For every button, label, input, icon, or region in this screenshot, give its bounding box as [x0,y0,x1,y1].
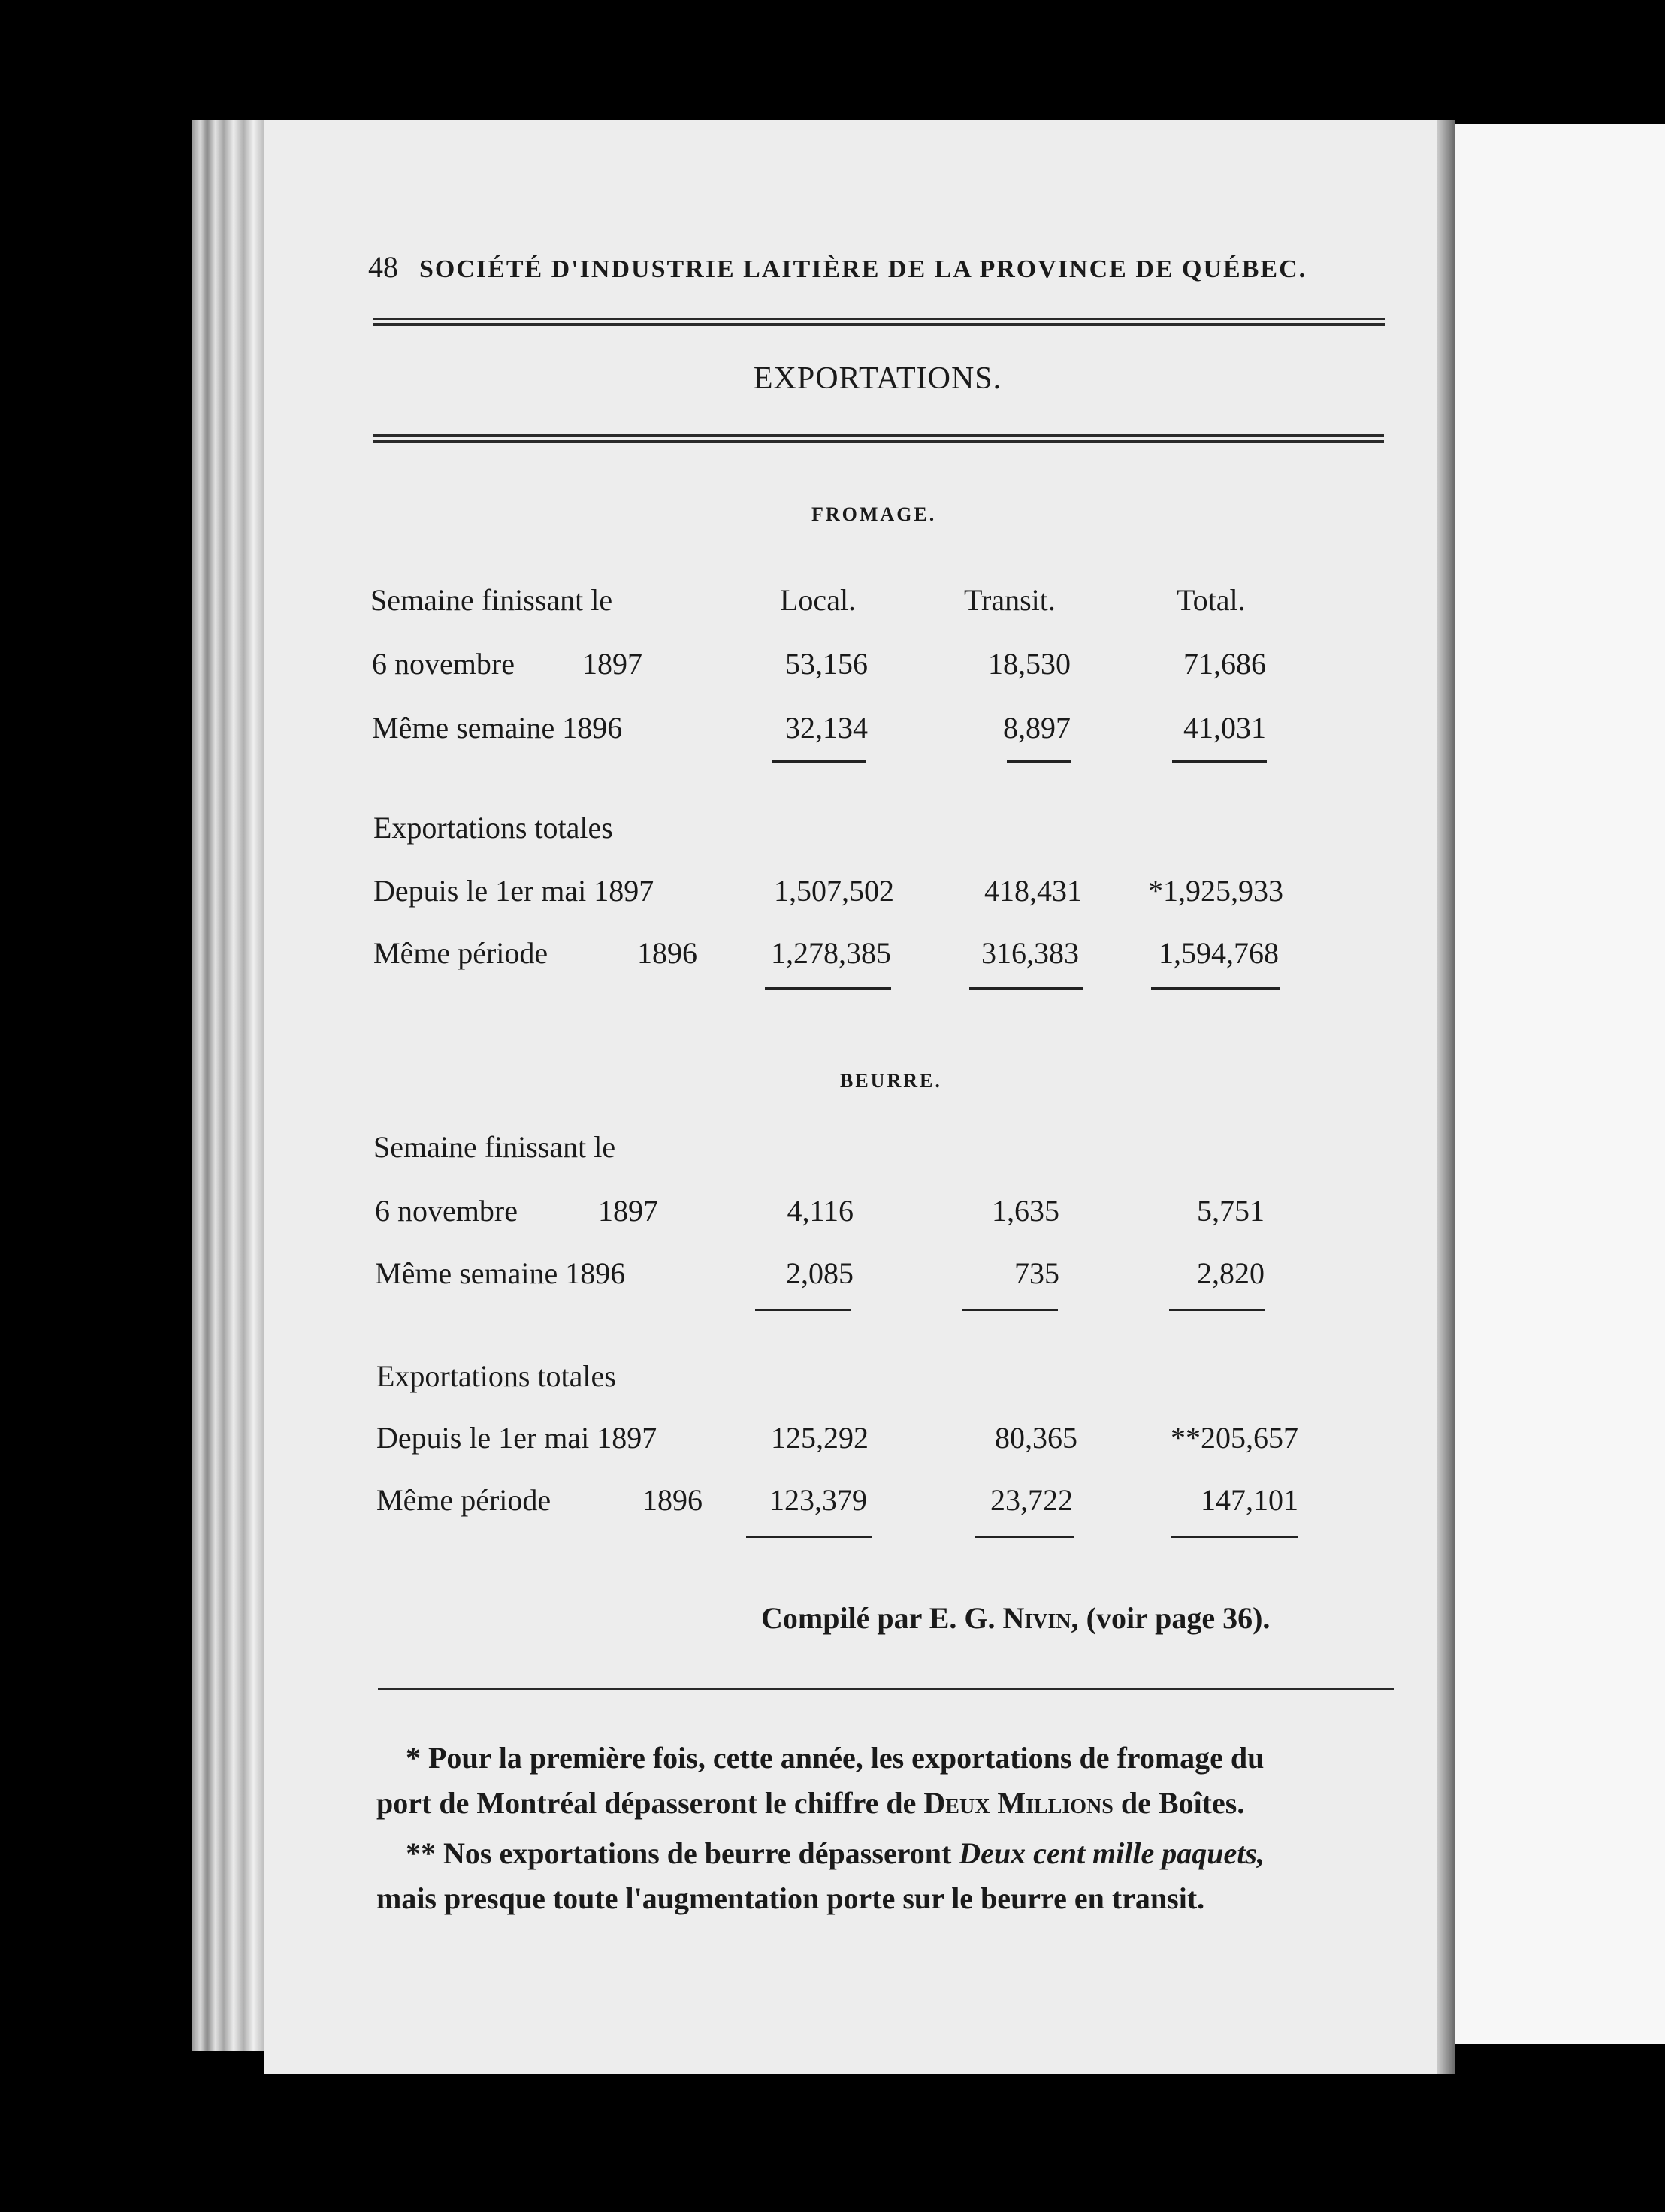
footnote-two-line2: mais presque toute l'augmentation porte sur le beurre en transit. [376,1881,1205,1915]
cell-local: 2,085 [786,1256,854,1290]
cell-transit: 1,635 [992,1194,1059,1228]
page-stack-edges [192,120,275,2051]
cell-total: *1,925,933 [1148,874,1283,908]
cell-total: 5,751 [1197,1194,1265,1228]
cell-transit: 8,897 [1003,711,1071,745]
cell-local: 125,292 [771,1421,869,1455]
cell-transit: 735 [1014,1256,1059,1290]
cell-transit: 418,431 [984,874,1082,908]
footnote-one-line1: * Pour la première fois, cette année, les exportations de fromage du [406,1741,1265,1775]
fromage-totals-label: Exportations totales [373,811,613,845]
sum-underline [975,1536,1074,1538]
sum-underline [765,987,891,990]
sum-underline [1007,760,1071,763]
row-label: Depuis le 1er mai 1897 [373,874,654,908]
row-year: 1897 [582,647,642,681]
sum-underline [772,760,866,763]
column-header-total: Total. [1177,583,1246,617]
sum-underline [962,1309,1058,1311]
cell-local: 4,116 [787,1194,854,1228]
row-year: 1896 [637,936,697,970]
cell-total: 147,101 [1201,1483,1298,1517]
fromage-heading: FROMAGE. [811,503,937,525]
cell-local: 53,156 [785,647,868,681]
sum-underline [746,1536,872,1538]
row-label: Même période [376,1483,551,1517]
cell-local: 32,134 [785,711,868,745]
cell-total: **205,657 [1171,1421,1298,1455]
sum-underline [1169,1309,1265,1311]
page-gutter-shadow [1437,120,1455,2074]
cell-transit: 23,722 [990,1483,1073,1517]
facing-page [1455,124,1665,2044]
row-year: 1897 [598,1194,658,1228]
row-label: 6 novembre [375,1194,518,1228]
cell-total: 71,686 [1183,647,1266,681]
beurre-heading: BEURRE. [840,1070,942,1092]
beurre-week-label: Semaine finissant le [373,1130,616,1164]
page-number: 48 [368,250,398,284]
sum-underline [1171,1536,1298,1538]
row-year: 1896 [642,1483,703,1517]
compiled-credit: Compilé par E. G. Nivin, (voir page 36). [761,1601,1271,1635]
title-rule-top [373,434,1384,437]
page-title: EXPORTATIONS. [753,361,1002,396]
cell-local: 1,507,502 [774,874,894,908]
fromage-week-label: Semaine finissant le [370,583,613,617]
footnote-rule [378,1688,1394,1690]
footnote-one-line2: port de Montréal dépasseront le chiffre de Deux Millions de Boîtes. [376,1786,1245,1820]
cell-local: 1,278,385 [771,936,891,970]
book-page [264,120,1450,2074]
sum-underline [755,1309,851,1311]
row-label: Depuis le 1er mai 1897 [376,1421,657,1455]
cell-transit: 316,383 [981,936,1079,970]
sum-underline [969,987,1083,990]
header-rule-top [373,318,1385,320]
cell-transit: 18,530 [988,647,1071,681]
footnote-two-line1: ** Nos exportations de beurre dépasseront Deux cent mille paquets, [406,1836,1265,1870]
cell-total: 2,820 [1197,1256,1265,1290]
header-rule-bottom [373,323,1385,326]
row-label: Même semaine 1896 [375,1256,626,1290]
cell-local: 123,379 [769,1483,867,1517]
cell-total: 41,031 [1183,711,1266,745]
row-label: 6 novembre [372,647,515,681]
column-header-local: Local. [780,583,857,617]
title-rule-bottom [373,440,1384,443]
sum-underline [1151,987,1280,990]
column-header-transit: Transit. [964,583,1056,617]
running-title: SOCIÉTÉ D'INDUSTRIE LAITIÈRE DE LA PROVINCE DE QUÉBEC. [419,255,1307,283]
running-header [368,249,1307,285]
row-label: Même semaine 1896 [372,711,623,745]
cell-total: 1,594,768 [1159,936,1279,970]
cell-transit: 80,365 [995,1421,1077,1455]
beurre-totals-label: Exportations totales [376,1359,616,1393]
sum-underline [1172,760,1267,763]
row-label: Même période [373,936,548,970]
